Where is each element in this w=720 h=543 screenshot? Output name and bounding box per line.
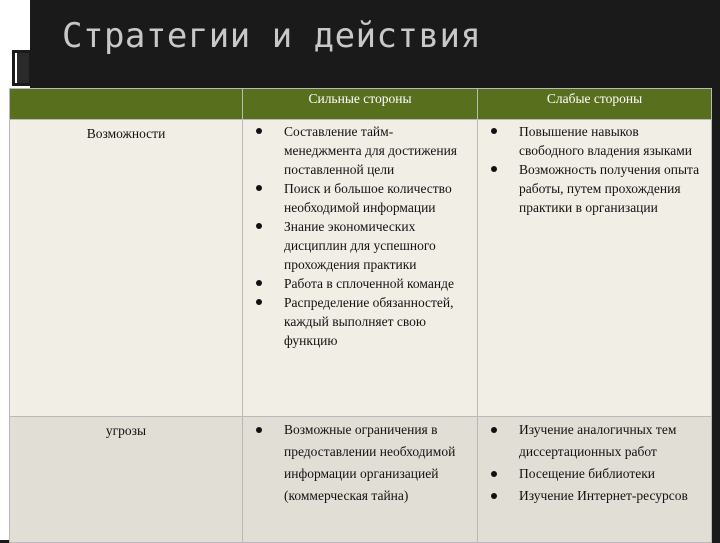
decor-block-inner [15,53,29,83]
list-item: Знание экономических дисциплин для успешного прохождения практики [243,217,477,274]
header-row [10,89,712,120]
header-strengths: Сильные стороны [243,89,478,120]
list-item: Возможность получения опыта работы, путем прохождения практики в организации [478,160,711,217]
table-row-opportunities [10,120,712,417]
list-item: Распределение обязанностей, каждый выполняет свою функцию [243,293,477,350]
list-item: Работа в сплоченной команде [243,274,477,293]
header-weaknesses: Слабые стороны [478,89,712,120]
row-label-threats: угрозы [10,417,243,543]
slide-title: Стратегии и действия [62,16,482,56]
swot-table [9,88,712,543]
row-label-opportunities: Возможности [10,120,243,417]
list-item: Составление тайм-менеджмента для достижения поставленной цели [243,122,477,179]
cell-opportunities-weaknesses [478,120,712,417]
list-item: Повышение навыков свободного владения языками [478,122,711,160]
list-item: Изучение Интернет-ресурсов [478,485,711,507]
cell-threats-strengths [243,417,478,543]
list-item: Посещение библиотеки [478,463,711,485]
list-item: Возможные ограничения в предоставлении необходимой информации организацией (коммерческая тайна) [243,419,477,507]
list-item: Изучение аналогичных тем диссертационных работ [478,419,711,463]
table-row-threats [10,417,712,543]
list-item: Поиск и большое количество необходимой информации [243,179,477,217]
cell-opportunities-strengths [243,120,478,417]
header-empty-cell [10,89,243,120]
cell-threats-weaknesses [478,417,712,543]
